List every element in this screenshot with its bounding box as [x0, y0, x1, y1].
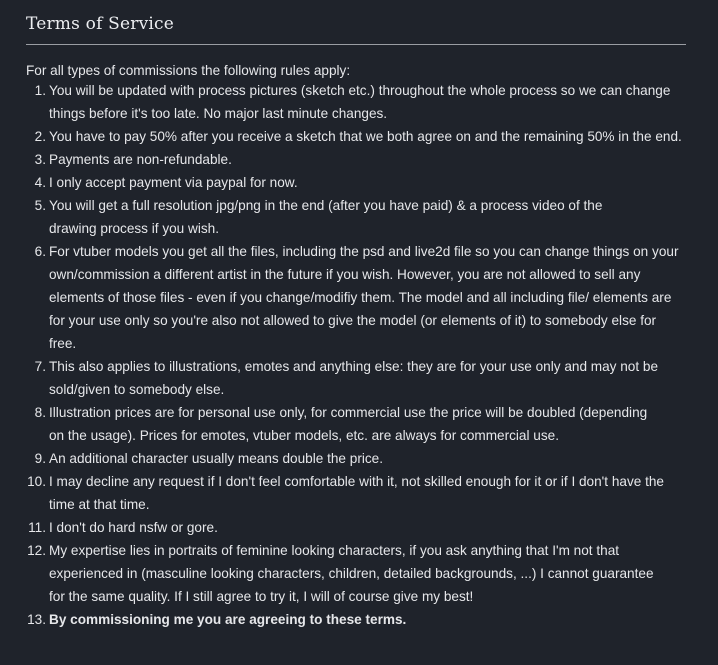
rule-text: You will be updated with process pictures (sketch etc.) throughout the whole process so we can change things before it's too late. No major last minute changes. — [49, 83, 671, 121]
rule-text-emphasis: By commissioning me you are agreeing to these terms. — [49, 612, 407, 627]
rule-item — [0, 355, 700, 401]
rule-text: You have to pay 50% after you receive a sketch that we both agree on and the remaining 50% in the end. — [49, 129, 682, 144]
rule-item — [0, 171, 700, 194]
rule-number: 12. — [27, 543, 46, 558]
rule-number: 9. — [34, 451, 46, 466]
rule-text: I don't do hard nsfw or gore. — [49, 520, 218, 535]
rule-number: 10. — [27, 474, 46, 489]
rule-number: 13. — [27, 612, 46, 627]
page-title: Terms of Service — [26, 14, 175, 34]
rules-list — [0, 79, 700, 631]
rule-item — [0, 194, 700, 240]
rule-item-final — [0, 608, 700, 631]
rule-text: Illustration prices are for personal use only, for commercial use the price will be doubled (depending on the usage). Prices for emotes, vtuber models, etc. are always for commercial use. — [49, 405, 648, 443]
rule-item — [0, 447, 700, 470]
rule-text: An additional character usually means double the price. — [49, 451, 384, 466]
rule-text: You will get a full resolution jpg/png in the end (after you have paid) & a process video of the drawing process if you wish. — [49, 198, 603, 236]
rule-text: I only accept payment via paypal for now. — [49, 175, 298, 190]
rule-item — [0, 516, 700, 539]
rule-number: 6. — [34, 244, 46, 259]
rule-text: This also applies to illustrations, emotes and anything else: they are for your use only and may not be sold/given to somebody else. — [49, 359, 659, 397]
rule-number: 11. — [28, 520, 46, 535]
intro-text: For all types of commissions the following rules apply: — [26, 63, 351, 78]
rule-number: 7. — [34, 359, 46, 374]
rule-number: 4. — [34, 175, 46, 190]
rule-item — [0, 148, 700, 171]
rule-item — [0, 125, 700, 148]
rule-number: 5. — [34, 198, 46, 213]
rule-text: For vtuber models you get all the files, including the psd and live2d file so you can change things on your own/commission a different artist in the future if you wish. However, you are not allowed to sell any elements of those files - even if you change/modifiy them. The model and all including file/ elements are for your use only so you're also not allowed to give the model (or elements of it) to somebody else for free. — [49, 244, 679, 351]
rule-item — [0, 470, 700, 516]
rule-number: 2. — [34, 129, 46, 144]
rule-text: Payments are non-refundable. — [49, 152, 232, 167]
title-divider — [26, 44, 686, 45]
rule-number: 3. — [34, 152, 46, 167]
rule-text: My expertise lies in portraits of feminine looking characters, if you ask anything that I'm not that experienced in (masculine looking characters, children, detailed backgrounds, ...) I cannot guarantee for the same quality. If I still agree to try it, I will of course give my best! — [49, 543, 654, 604]
rule-item — [0, 539, 700, 608]
rule-text: I may decline any request if I don't feel comfortable with it, not skilled enough for it or if I don't have the time at that time. — [49, 474, 664, 512]
rule-number: 8. — [34, 405, 46, 420]
rule-item — [0, 401, 700, 447]
rule-item — [0, 240, 700, 355]
rule-number: 1. — [34, 83, 46, 98]
rule-item — [0, 79, 700, 125]
